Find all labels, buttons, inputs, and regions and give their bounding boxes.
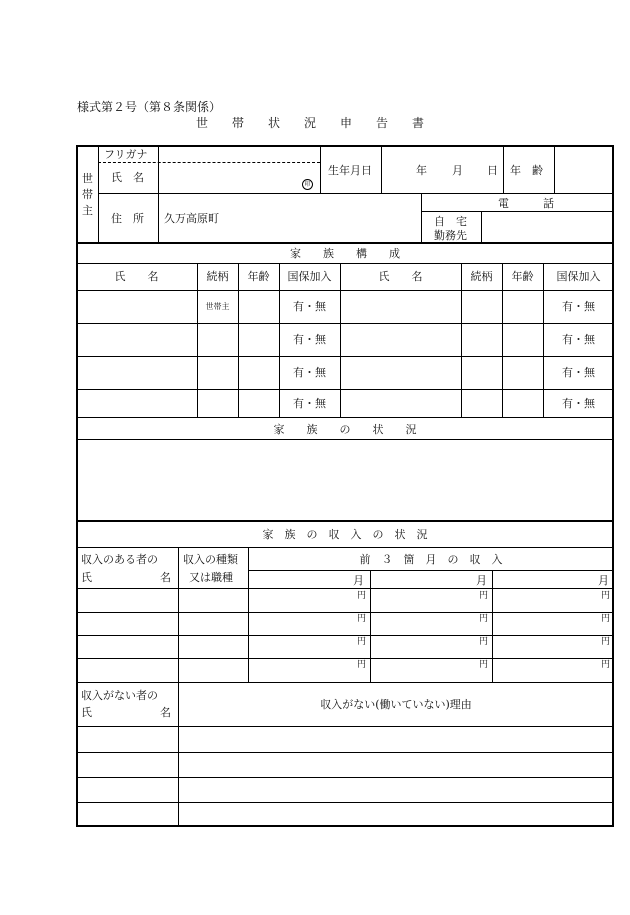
family-insurance-header: 国保加入 <box>556 270 601 283</box>
form-title: 世 帯 状 況 申 告 書 <box>196 116 431 130</box>
seal-mark: 印 <box>302 179 313 190</box>
month-unit: 月 <box>598 574 609 587</box>
address-value[interactable]: 久万高原町 <box>164 212 219 225</box>
yen-unit: 円 <box>357 591 367 601</box>
phone-label: 電 話 <box>498 197 558 210</box>
insurance-option[interactable]: 有・無 <box>293 366 326 379</box>
insurance-option[interactable]: 有・無 <box>562 333 595 346</box>
yen-unit: 円 <box>357 614 367 624</box>
earner-label-line2b: 名 <box>160 571 171 584</box>
head-relation-value: 世帯主 <box>205 302 230 311</box>
yen-unit: 円 <box>479 660 489 670</box>
work-phone-label: 勤務先 <box>434 229 467 242</box>
home-phone-label: 自 宅 <box>434 215 467 228</box>
yen-unit: 円 <box>479 637 489 647</box>
month-unit: 月 <box>476 574 487 587</box>
insurance-option[interactable]: 有・無 <box>293 397 326 410</box>
insurance-option[interactable]: 有・無 <box>293 300 326 313</box>
household-head-label-2: 帯 <box>82 188 93 201</box>
insurance-option[interactable]: 有・無 <box>562 397 595 410</box>
income-type-label-line2: 又は職種 <box>189 571 233 584</box>
address-label: 住 所 <box>111 212 144 225</box>
form-number: 様式第２号（第８条関係） <box>77 100 222 114</box>
yen-unit: 円 <box>601 637 611 647</box>
no-income-label-line2b: 名 <box>160 706 171 719</box>
age-label: 年 齢 <box>510 164 543 177</box>
yen-unit: 円 <box>601 591 611 601</box>
birthdate-input[interactable] <box>382 146 502 192</box>
birth-year-unit: 年 <box>416 164 427 177</box>
prior-three-months-label: 前 ３ 箇 月 の 収 入 <box>359 553 503 566</box>
yen-unit: 円 <box>479 614 489 624</box>
yen-unit: 円 <box>601 614 611 624</box>
furigana-input[interactable] <box>159 146 319 161</box>
no-income-label-line1: 収入がない者の <box>81 689 158 702</box>
age-input[interactable] <box>555 146 612 192</box>
insurance-option[interactable]: 有・無 <box>562 300 595 313</box>
family-situation-textarea[interactable] <box>78 441 612 519</box>
family-insurance-header: 国保加入 <box>287 270 332 283</box>
insurance-option[interactable]: 有・無 <box>562 366 595 379</box>
yen-unit: 円 <box>357 660 367 670</box>
income-type-label-line1: 収入の種類 <box>183 553 238 566</box>
family-name-header: 氏 名 <box>378 270 423 283</box>
income-status-title: 家 族 の 収 入 の 状 況 <box>262 528 428 541</box>
month-unit: 月 <box>353 574 364 587</box>
family-relation-header: 続柄 <box>470 270 493 283</box>
no-income-reason-label: 収入がない(働いていない)理由 <box>320 698 472 711</box>
earner-label-line1: 収入のある者の <box>81 553 158 566</box>
family-name-header: 氏 名 <box>114 270 159 283</box>
no-income-label-line2a: 氏 <box>81 706 92 719</box>
household-head-label-1: 世 <box>82 172 93 185</box>
insurance-option[interactable]: 有・無 <box>293 333 326 346</box>
head-name-input[interactable] <box>159 164 299 191</box>
family-situation-title: 家 族 の 状 況 <box>273 423 417 436</box>
yen-unit: 円 <box>479 591 489 601</box>
furigana-label: フリガナ <box>104 148 148 161</box>
family-relation-header: 続柄 <box>206 270 229 283</box>
family-age-header: 年齢 <box>511 270 534 283</box>
birth-day-unit: 日 <box>487 164 498 177</box>
household-head-label-3: 主 <box>82 204 93 217</box>
phone-input[interactable] <box>482 212 612 242</box>
birth-month-unit: 月 <box>452 164 463 177</box>
family-composition-title: 家 族 構 成 <box>290 247 400 260</box>
yen-unit: 円 <box>601 660 611 670</box>
family-age-header: 年齢 <box>247 270 270 283</box>
birthdate-label: 生年月日 <box>328 164 372 177</box>
yen-unit: 円 <box>357 637 367 647</box>
earner-label-line2a: 氏 <box>81 571 92 584</box>
name-label: 氏 名 <box>111 171 144 184</box>
